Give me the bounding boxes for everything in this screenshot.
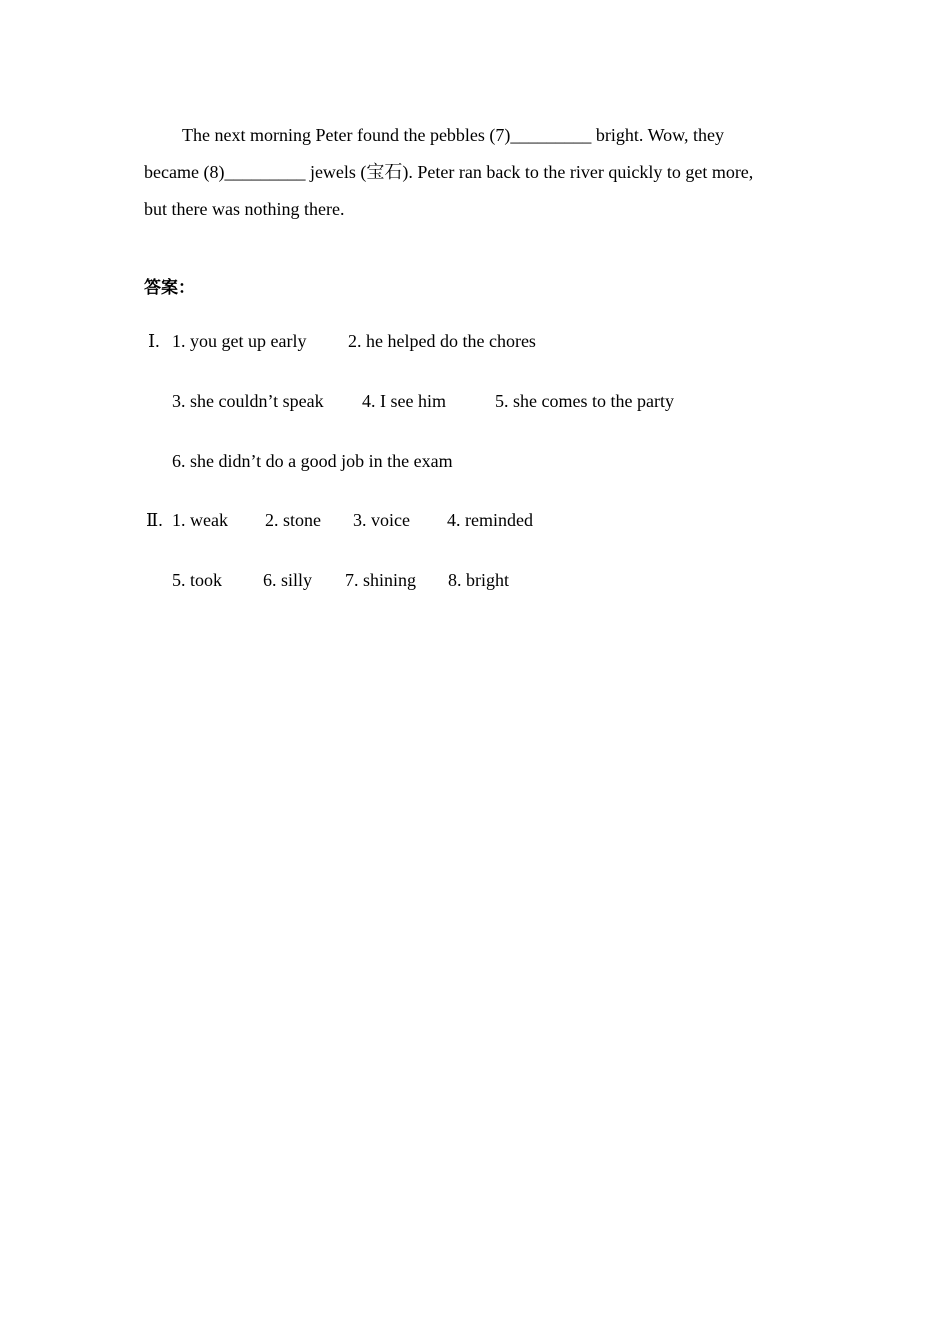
passage-line-1: The next morning Peter found the pebbles (7)_________ bright. Wow, they <box>182 125 724 145</box>
answer-item: 4. I see him <box>362 391 446 411</box>
answer-row-3 <box>144 450 844 472</box>
answer-item: 3. she couldn’t speak <box>172 391 324 411</box>
answer-item: 1. weak <box>172 510 228 530</box>
passage-line-3: but there was nothing there. <box>144 199 345 219</box>
answer-item: 7. shining <box>345 570 417 590</box>
answer-item: 6. she didn’t do a good job in the exam <box>172 451 453 471</box>
section-2-numeral: Ⅱ. <box>146 510 163 530</box>
answer-row-2 <box>144 390 844 412</box>
answer-row-1 <box>144 330 844 352</box>
answer-item: 3. voice <box>353 510 410 530</box>
answer-row-5 <box>144 569 844 591</box>
section-1-numeral: Ⅰ. <box>148 331 160 351</box>
answer-item: 1. you get up early <box>172 331 307 351</box>
answer-item: 4. reminded <box>447 510 533 530</box>
answer-item: 2. he helped do the chores <box>348 331 536 351</box>
answer-item: 5. she comes to the party <box>495 391 674 411</box>
answer-row-4 <box>144 509 844 531</box>
answer-item: 5. took <box>172 570 223 590</box>
answer-item: 8. bright <box>448 570 509 590</box>
answers-heading: 答案： <box>144 278 195 298</box>
answer-item: 6. silly <box>263 570 313 590</box>
answer-item: 2. stone <box>265 510 321 530</box>
passage-line-2: became (8)_________ jewels (宝石). Peter ran back to the river quickly to get more, <box>144 162 754 182</box>
